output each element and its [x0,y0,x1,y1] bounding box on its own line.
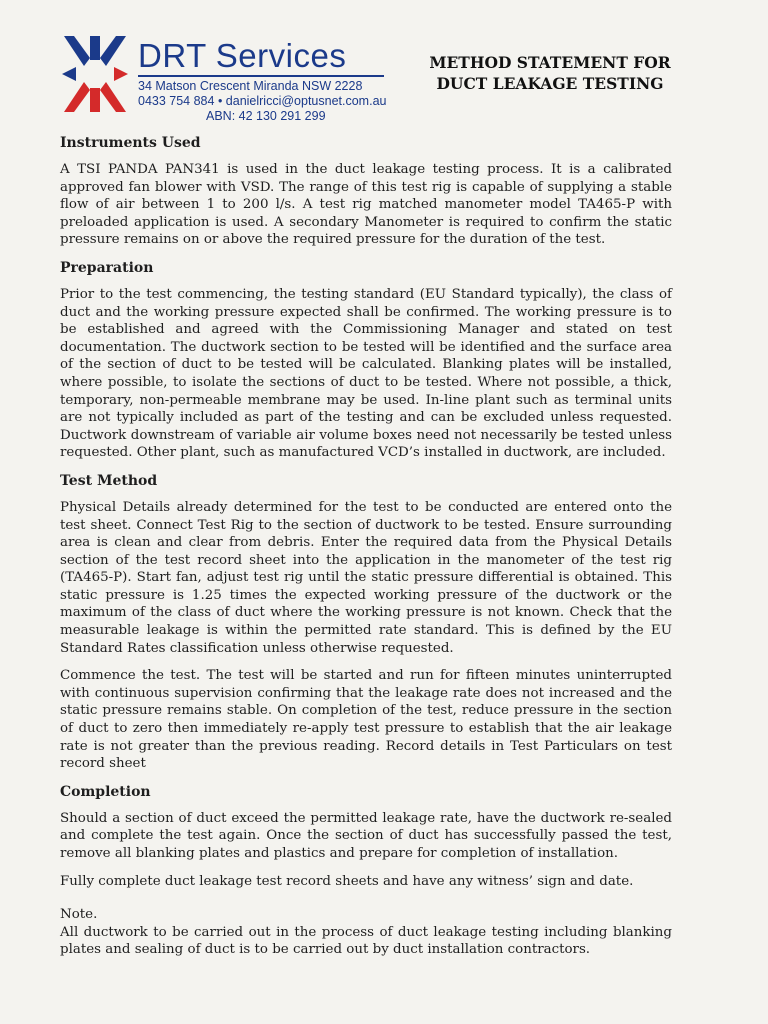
company-address: 34 Matson Crescent Miranda NSW 2228 [138,79,363,93]
title-line-1: METHOD STATEMENT FOR [429,53,671,72]
title-line-2: DUCT LEAKAGE TESTING [436,74,664,93]
brand-divider [138,75,384,77]
company-name: DRT Services [138,37,347,74]
instruments-paragraph: A TSI PANDA PAN341 is used in the duct leakage testing process. It is a calibrated approved fan blower with VSD. The range of this test rig is capable of supplying a stable flow of air between 1 to 200 l/s. A test rig matched manometer model TA465-P with preloaded application is used. A secondary Manometer is required to confirm the static pressure remains on or above the required pressure for the duration of the test. [60,162,672,248]
test-method-paragraph-1: Physical Details already determined for the test to be conducted are entered onto the test sheet. Connect Test Rig to the section of ductwork to be tested. Ensure surrounding area is clean and clear from debris. Enter the required data from the Physical Details section of the test record sheet into the application in the manometer of the test rig (TA465-P). Start fan, adjust test rig until the static pressure differential is obtained. This static pressure is 1.25 times the expected working pressure of the ductwork or the maximum of the class of duct where the working pressure is not known. Check that the measurable leakage is within the permitted rate standard. This is defined by the EU Standard Rates classification unless otherwise requested. [60,499,672,656]
completion-paragraph-2: Fully complete duct leakage test record sheets and have any witness’ sign and date. [60,873,634,889]
section-heading-instruments: Instruments Used [60,135,201,151]
section-heading-preparation: Preparation [60,259,154,276]
note-text: All ductwork to be carried out in the process of duct leakage testing including blanking plates and sealing of duct is to be carried out by duct installation contractors. [60,924,672,958]
preparation-paragraph: Prior to the test commencing, the testing standard (EU Standard typically), the class of duct and the working pressure expected shall be confirmed. The working pressure is to be established and agreed with the Commissioning Manager and stated on test documentation. The ductwork section to be tested will be identified and the surface area of the section of duct to be tested will be calculated. Blanking plates will be installed, where possible, to isolate the sections of duct to be tested. Where not possible, a thick, temporary, non-permeable membrane may be used. In-line plant such as terminal units are not typically included as part of the testing and can be excluded unless requested. Ductwork downstream of variable air volume boxes need not necessarily be tested unless requested. Other plant, such as manufactured VCD’s installed in ductwork, are included. [60,286,672,461]
drt-logo-icon [62,34,128,114]
completion-paragraph-1: Should a section of duct exceed the permitted leakage rate, have the ductwork re-sealed and complete the test again. Once the section of duct has successfully passed the test, remove all blanking plates and plastics and prepare for completion of installation. [60,810,672,861]
document-title [420,52,680,94]
note-label: Note. [60,907,98,923]
company-abn: ABN: 42 130 291 299 [206,109,326,123]
document-body [60,134,672,969]
test-method-paragraph-2: Commence the test. The test will be started and run for fifteen minutes uninterrupted with continuous supervision confirming that the leakage rate does not increased and the static pressure remains stable. On completion of the test, reduce pressure in the section of duct to zero then immediately re-apply test pressure to establish that the air leakage rate is not greater than the previous reading. Record details in Test Particulars on test record sheet [60,668,672,772]
section-heading-test-method: Test Method [60,472,158,489]
section-heading-completion: Completion [60,783,151,800]
company-contact: 0433 754 884 • danielricci@optusnet.com.au [138,94,387,108]
company-brand [138,38,386,124]
